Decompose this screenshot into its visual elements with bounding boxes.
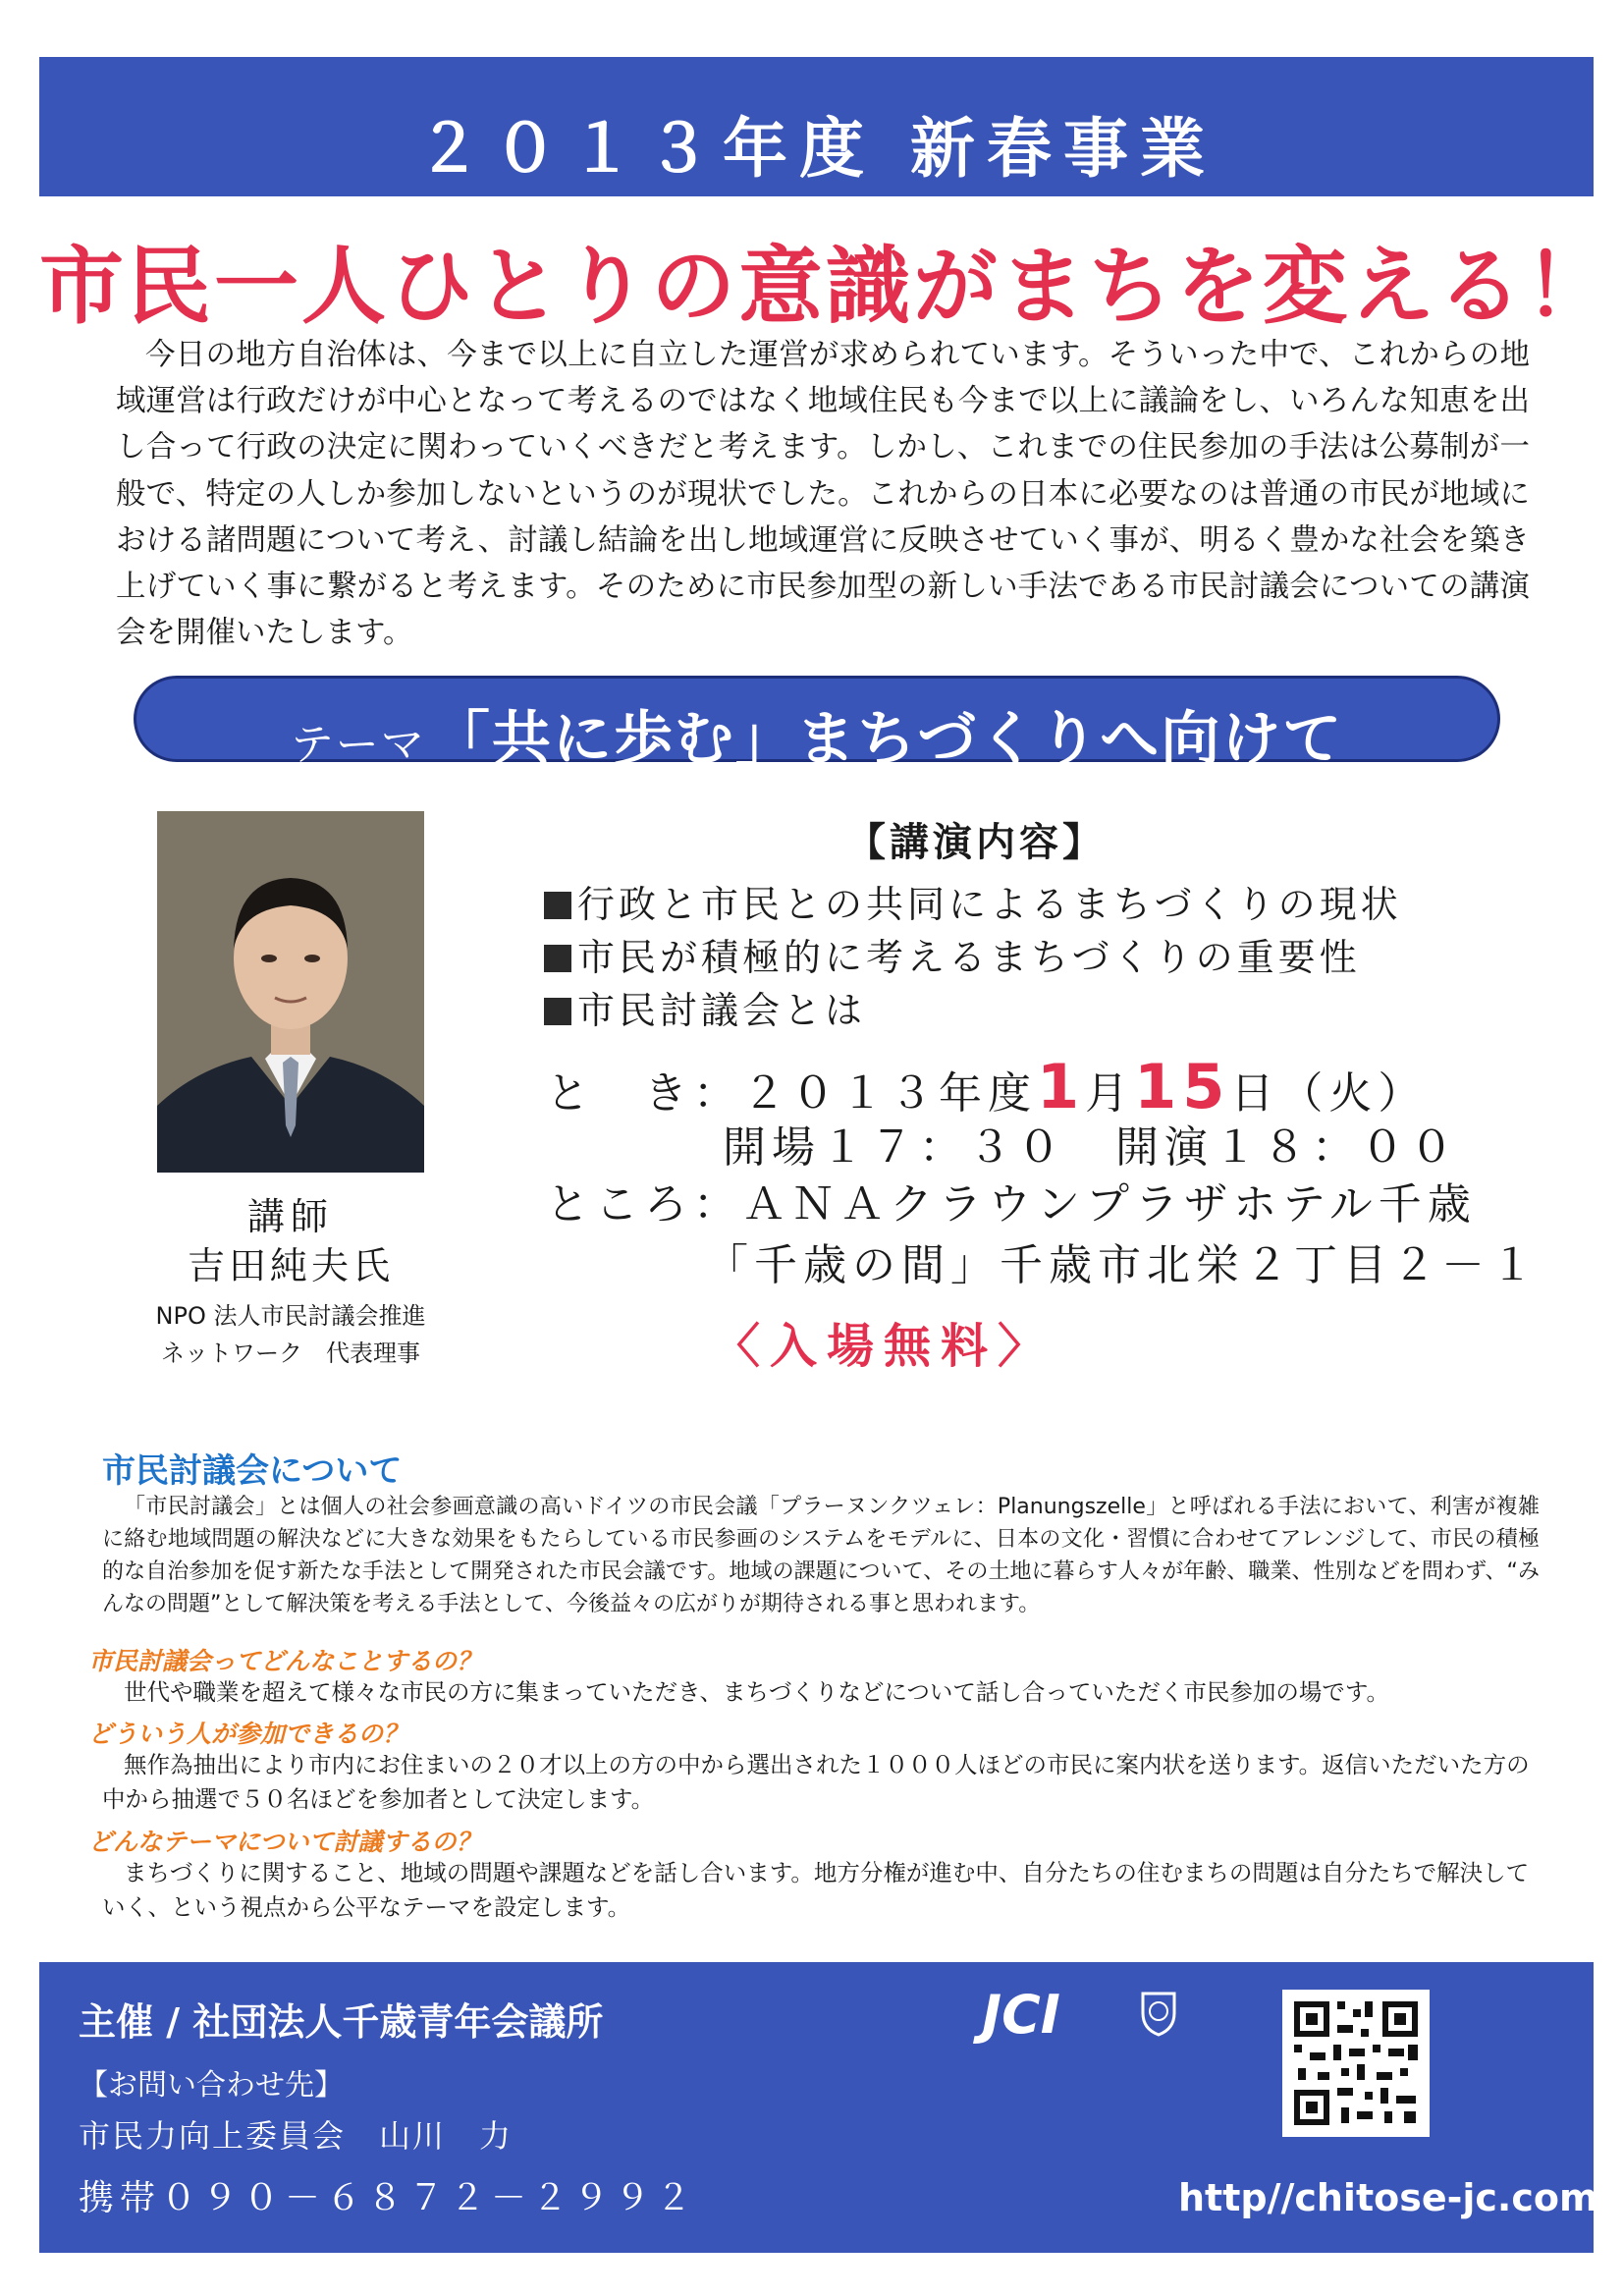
event-address: 「千歳の間」千歳市北栄２丁目２－１ [705,1240,1540,1290]
website-link[interactable]: http//chitose-jc.com [1178,2176,1598,2219]
date-day-unit: 日 [1230,1068,1280,1119]
faq-answer: まちづくりに関すること、地域の問題や課題などを話し合います。地方分権が進む中、自分たちの住むまちの問題は自分たちで解決していく、という視点から公平なテーマを設定します。 [102,1859,1530,1921]
faq-question: 市民討議会ってどんなことするの？ [88,1647,482,1675]
about-paragraph: 「市民討議会」とは個人の社会参画意識の高いドイツの市民会議「プラーヌンクツェレ：Planungszelle」と呼ばれる手法において、利害が複雑に絡む地域問題の解決などに大きな効果をもたらしている市民参画のシステムをモデルに、日本の文化・習慣に合わせてアレンジして、市民の積極的な自治参加を促す新たな手法として開発された市民会議です。地域の課題について、その土地に暮らす人々が年齢、職業、性別などを問わず、“みんなの問題”として解決策を考える手法として、今後益々の広がりが期待される事と思われます。 [102,1495,1540,1616]
date-label: と き： [546,1068,742,1119]
event-series-title: ２０１３年度 新春事業 [416,111,1217,187]
square-bullet-icon [544,945,571,972]
footer-banner [39,1962,1598,2253]
lecture-item: 市民討議会とは [544,980,866,1034]
date-year: ２０１３年度 [742,1068,1037,1119]
speaker-photo [157,811,424,1173]
contact-label: 【お問い合わせ先】 [79,2068,344,2103]
lecture-item: 行政と市民との共同によるまちづくりの現状 [544,874,1402,928]
host-organization: 主催 / 社団法人千歳青年会議所 [79,2000,604,2044]
speaker-role: 講師 [246,1195,334,1238]
lecture-item: 市民が積極的に考えるまちづくりの重要性 [544,927,1361,981]
jci-logo: JCI [982,1984,1060,2046]
header-banner [39,57,1594,196]
jci-emblem-icon [1139,1990,1178,2041]
qr-code-icon[interactable] [1282,1990,1430,2137]
faq-answer: 無作為抽出により市内にお住まいの２０才以上の方の中から選出された１０００人ほどの市民に案内状を送ります。返信いただいた方の中から抽選で５０名ほどを参加者として決定します。 [102,1751,1530,1813]
date-weekday: （火） [1279,1068,1428,1119]
contact-phone: 携帯０９０－６８７２－２９９２ [79,2178,698,2218]
intro-paragraph: 今日の地方自治体は、今まで以上に自立した運営が求められています。そういった中で、これからの地域運営は行政だけが中心となって考えるのではなく地域住民も今まで以上に議論をし、いろんな知恵を出し合って行政の決定に関わっていくべきだと考えます。しかし、これまでの住民参加の手法は公募制が一般で、特定の人しか参加しないというのが現状でした。これからの日本に必要なのは普通の市民が地域における諸問題について考え、討議し結論を出し地域運営に反映させていく事が、明るく豊かな社会を築き上げていく事に繋がると考えます。そのために市民参加型の新しい手法である市民討議会についての講演会を開催いたします。 [116,338,1530,651]
lecture-heading: 【講演内容】 [846,820,1106,865]
speaker-name: 吉田純夫氏 [187,1244,394,1287]
faq-question: どういう人が参加できるの？ [88,1720,408,1748]
speaker-position: ネットワーク 代表理事 [161,1339,420,1367]
date-day: 15 [1134,1051,1231,1122]
theme-banner [134,676,1500,774]
date-month: 1 [1037,1051,1086,1122]
faq-question: どんなテーマについて討議するの？ [88,1828,481,1856]
event-venue [546,1169,1477,1231]
contact-person: 市民力向上委員会 山川 力 [79,2117,514,2155]
theme-title: 「共に歩む」まちづくりへ向けて [430,705,1344,774]
faq-answer: 世代や職業を超えて様々な市民の方に集まっていただき、まちづくりなどについて話し合っていただく市民参加の場です。 [124,1678,1389,1706]
venue-name: ＡＮＡクラウンプラザホテル千歳 [742,1179,1477,1230]
free-admission-badge: 〈入場無料〉 [713,1319,1055,1374]
square-bullet-icon [544,892,571,919]
theme-label: テーマ [290,720,426,770]
speaker-organization: NPO 法人市民討議会推進 [155,1302,426,1330]
theme-text [136,692,1497,777]
about-heading: 市民討議会について [102,1451,403,1491]
date-month-unit: 月 [1085,1068,1135,1119]
main-headline: 市民一人ひとりの意識がまちを変える！ [39,237,1612,336]
event-times: 開場１７：３０ 開演１８：００ [723,1122,1459,1173]
square-bullet-icon [544,998,571,1025]
venue-label: ところ： [546,1179,742,1230]
